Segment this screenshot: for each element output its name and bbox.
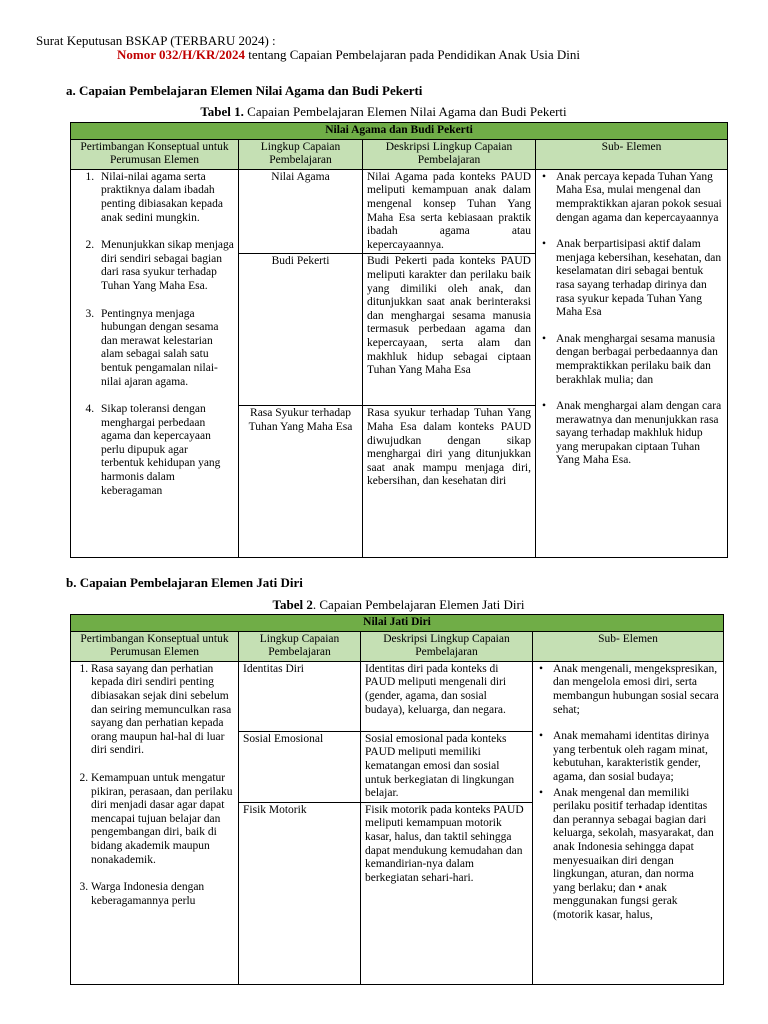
decree-title: Surat Keputusan BSKAP (TERBARU 2024) : (36, 33, 276, 48)
table-1-col-sub-element: Sub- Elemen (536, 139, 728, 169)
sub-element-item: • Anak menghargai sesama manusia dengan berbagai perbedaannya dan mempraktikkan perilaku baik dan berakhlak mulia; dan (554, 333, 723, 387)
section-b-heading: b. Capaian Pembelajaran Elemen Jati Diri (66, 575, 303, 590)
consideration-item: 1. Rasa sayang dan perhatian kepada diri sendiri penting dibiasakan sejak dini sebelum dan seiring memunculkan rasa sayang dan perhatian kepada orang maupun hal-hal di luar diri sendiri. (91, 663, 234, 758)
table-2-caption-text: . Capaian Pembelajaran Elemen Jati Diri (312, 597, 525, 612)
table-2-caption-label: Tabel 2 (272, 597, 313, 612)
description-fisik-motorik: Fisik motorik pada konteks PAUD meliputi kemampuan motorik kasar, halus, dan taktil sehingga dapat mendukung kemudahan dan kemandirian-nya dalam berkegiatan sehari-hari. (361, 802, 533, 984)
table-2-col-sub-element: Sub- Elemen (533, 631, 724, 661)
table-1 (70, 122, 728, 558)
table-2-title: Nilai Jati Diri (71, 615, 724, 632)
scope-budi-pekerti: Budi Pekerti (239, 254, 363, 406)
table-2-col-description: Deskripsi Lingkup Capaian Pembelajaran (361, 631, 533, 661)
sub-element-item: • Anak berpartisipasi aktif dalam menjaga kebersihan, kesehatan, dan keselamatan diri sebagai bentuk rasa sayang terhadap dirinya dan rasa syukur kepada Tuhan Yang Maha Esa (554, 238, 723, 320)
sub-element-item: • Anak mengenal dan memiliki perilaku positif terhadap identitas dan perannya sebagai bagian dari keluarga, sekolah, masyarakat, dan anak Indonesia sehingga dapat menyesuaikan diri dengan lingkungan, aturan, dan norma yang berlaku; dan • anak menggunakan fungsi gerak (motorik kasar, halus, (551, 787, 719, 923)
table-1-col-description: Deskripsi Lingkup Capaian Pembelajaran (363, 139, 536, 169)
description-rasa-syukur: Rasa syukur terhadap Tuhan Yang Maha Esa dalam konteks PAUD diwujudkan dengan sikap menghargai diri yang ditunjukkan saat anak mampu menjaga diri, kebersihan, dan kesehatan diri (363, 406, 536, 558)
decree-number: Nomor 032/H/KR/2024 (117, 47, 245, 62)
consideration-item: 2. Kemampuan untuk mengatur pikiran, perasaan, dan perilaku diri menjadi dasar agar dapat mencapai tujuan belajar dan pengembangan diri, baik di bidang akademik maupun nonakademik. (91, 772, 234, 867)
description-identitas-diri: Identitas diri pada konteks di PAUD meliputi mengenali diri (gender, agama, dan sosial budaya), keluarga, dan negara. (361, 661, 533, 731)
table-1-title: Nilai Agama dan Budi Pekerti (71, 123, 728, 140)
table-2-sub-elements (533, 661, 724, 984)
description-nilai-agama: Nilai Agama pada konteks PAUD meliputi kemampuan anak dalam mengenal konsep Tuhan Yang Maha Esa serta kebiasaan praktik ibadah agama atau kepercayaannya. (363, 169, 536, 254)
table-1-caption-text: Capaian Pembelajaran Elemen Nilai Agama dan Budi Pekerti (243, 104, 567, 119)
table-1-col-scope: Lingkup Capaian Pembelajaran (239, 139, 363, 169)
scope-rasa-syukur: Rasa Syukur terhadap Tuhan Yang Maha Esa (239, 406, 363, 558)
consideration-item: 4. Sikap toleransi dengan menghargai perbedaan agama dan kepercayaan perlu dipupuk agar terbentuk kehidupan yang harmonis dalam keberagaman (97, 403, 234, 498)
sub-element-item: • Anak percaya kepada Tuhan Yang Maha Esa, mulai mengenal dan mempraktikkan ajaran pokok sesuai dengan agama dan kepercayaannya (554, 171, 723, 225)
decree-topic: tentang Capaian Pembelajaran pada Pendidikan Anak Usia Dini (244, 47, 580, 62)
table-1-considerations (71, 169, 239, 558)
decree-subtitle (117, 47, 580, 63)
table-2-col-scope: Lingkup Capaian Pembelajaran (239, 631, 361, 661)
sub-element-item: • Anak menghargai alam dengan cara merawatnya dan menunjukkan rasa sayang terhadap makhluk hidup yang merupakan ciptaan Tuhan Yang Maha Esa. (554, 400, 723, 468)
consideration-item: 3. Warga Indonesia dengan keberagamannya perlu (91, 881, 234, 908)
table-1-caption (70, 104, 697, 120)
table-2 (70, 614, 724, 985)
consideration-item: 1. Nilai-nilai agama serta praktiknya dalam ibadah penting dibiasakan kepada anak sedini mungkin. (97, 171, 234, 225)
table-1-col-consideration: Pertimbangan Konseptual untuk Perumusan Elemen (71, 139, 239, 169)
sub-element-item: • Anak memahami identitas dirinya yang terbentuk oleh ragam minat, kebutuhan, karakteristik gender, agama, dan sosial budaya; (551, 730, 719, 784)
table-2-col-consideration: Pertimbangan Konseptual untuk Perumusan Elemen (71, 631, 239, 661)
scope-sosial-emosional: Sosial Emosional (239, 731, 361, 802)
table-1-caption-label: Tabel 1. (200, 104, 244, 119)
description-sosial-emosional: Sosial emosional pada konteks PAUD meliputi memiliki kematangan emosi dan sosial untuk berkegiatan di lingkungan belajar. (361, 731, 533, 802)
sub-element-item: • Anak mengenali, mengekspresikan, dan mengelola emosi diri, serta membangun hubungan sosial secara sehat; (551, 663, 719, 717)
scope-identitas-diri: Identitas Diri (239, 661, 361, 731)
consideration-item: 2. Menunjukkan sikap menjaga diri sendiri sebagai bagian dari rasa syukur terhadap Tuhan Yang Maha Esa. (97, 239, 234, 293)
table-1-sub-elements (536, 169, 728, 558)
scope-nilai-agama: Nilai Agama (239, 169, 363, 254)
consideration-item: 3. Pentingnya menjaga hubungan dengan sesama dan merawat kelestarian alam sebagai salah satu bentuk pengamalan nilai-nilai ajaran agama. (97, 308, 234, 390)
description-budi-pekerti: Budi Pekerti pada konteks PAUD meliputi karakter dan perilaku baik yang dimiliki oleh anak, dan ditunjukkan saat anak berinteraksi dan menghargai sesama manusia termasuk perbedaan agama dan kepercayaan, serta alam dan makhluk hidup sebagai ciptaan Tuhan Yang Maha Esa (363, 254, 536, 406)
table-2-caption (70, 597, 727, 613)
section-a-heading: a. Capaian Pembelajaran Elemen Nilai Agama dan Budi Pekerti (66, 83, 423, 98)
scope-fisik-motorik: Fisik Motorik (239, 802, 361, 984)
table-2-considerations (71, 661, 239, 984)
